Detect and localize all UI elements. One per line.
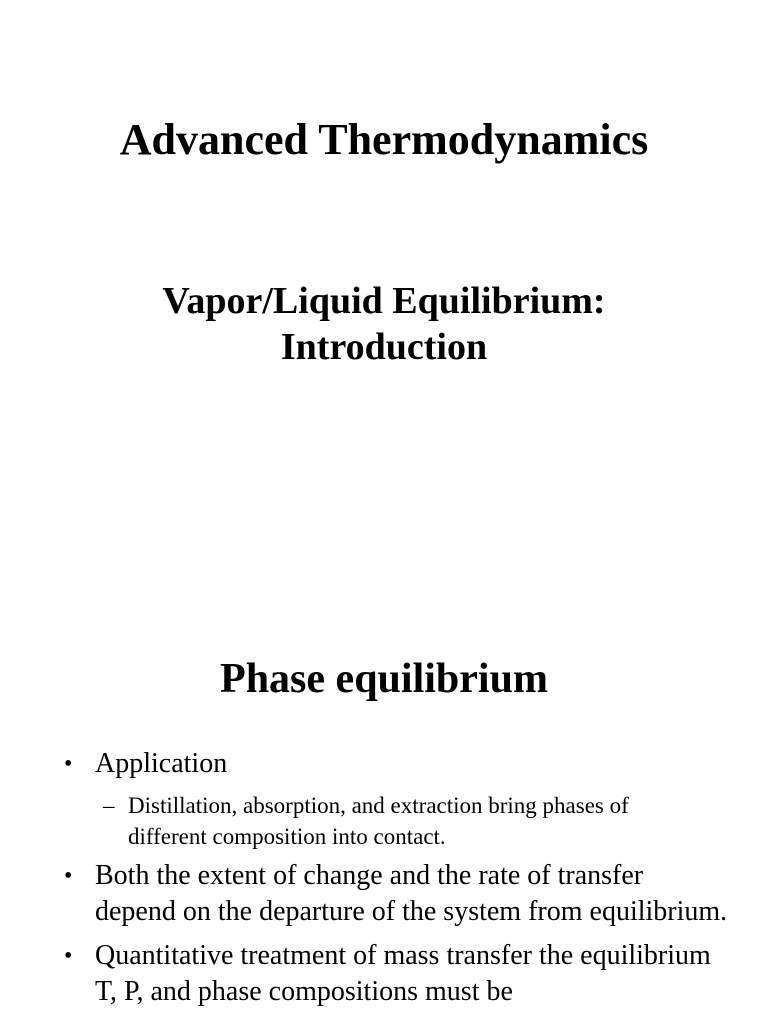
- subtitle-line-1: Vapor/Liquid Equilibrium:: [162, 280, 606, 322]
- bullet-item: [0, 858, 768, 930]
- bullet-dot-icon: •: [64, 943, 73, 969]
- bullet-text: Both the extent of change and the rate of transfer depend on the departure of the system from equilibrium.: [95, 860, 728, 927]
- bullet-dot-icon: •: [64, 863, 73, 889]
- dash-icon: –: [103, 793, 115, 818]
- bullet-item: [0, 938, 768, 1010]
- slide-title: Phase equilibrium: [220, 656, 548, 702]
- content-slide: [0, 580, 768, 1024]
- sub-bullet-text: Distillation, absorption, and extraction bring phases of different composition into contact.: [128, 793, 629, 849]
- subtitle-line-2: Introduction: [280, 326, 488, 368]
- bullet-list: [0, 746, 768, 1018]
- presentation-subtitle: [0, 278, 768, 370]
- presentation-title: Advanced Thermodynamics: [119, 115, 649, 164]
- bullet-dot-icon: •: [64, 751, 73, 777]
- sub-bullet-item: [0, 790, 768, 852]
- bullet-text: Quantitative treatment of mass transfer the equilibrium T, P, and phase compositions must be: [95, 940, 711, 1007]
- bullet-text: Application: [95, 748, 228, 779]
- bullet-item: [0, 746, 768, 782]
